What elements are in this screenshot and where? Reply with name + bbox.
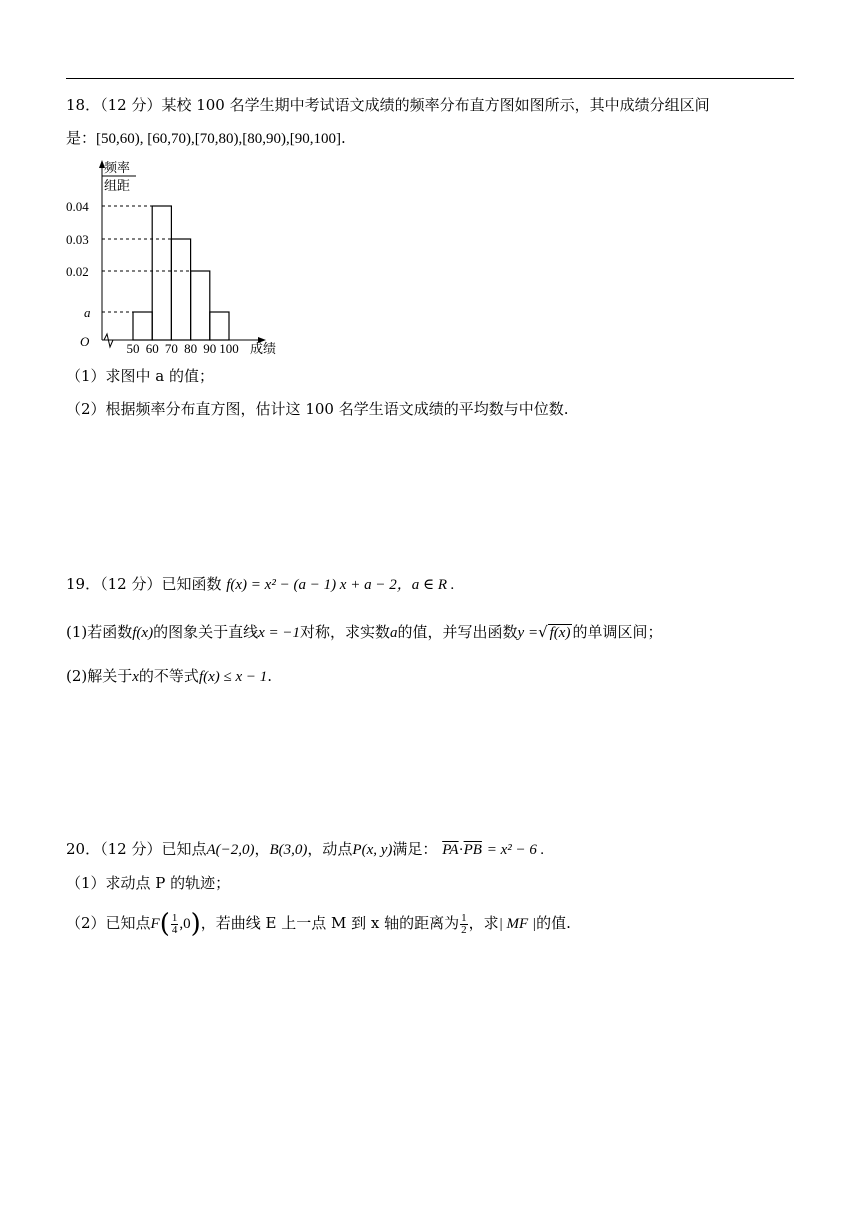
q20-part1: （1）求动点 P 的轨迹；	[66, 874, 231, 892]
q20-point-B: B(3,0)	[269, 842, 308, 858]
q20-p2-F: F	[150, 916, 160, 932]
q19-head: 19．（12 分）已知函数	[66, 575, 222, 593]
chart-origin-label: O	[80, 334, 90, 349]
histogram-plot	[66, 160, 266, 356]
q19-p2-c: 的不等式	[138, 667, 199, 685]
q20-quarter-fraction	[171, 913, 179, 936]
q19-p1-c: 的图象关于直线	[153, 623, 259, 641]
y-tick-label: a	[84, 305, 91, 320]
q18-stem-line1: 18．（12 分）某校 100 名学生期中考试语文成绩的频率分布直方图如图所示，其中成绩分组区间	[66, 96, 710, 114]
q19-stem	[66, 574, 454, 595]
q20-left-paren: (	[159, 909, 170, 939]
header-rule	[66, 78, 794, 79]
y-tick-label: 0.04	[66, 199, 89, 214]
chart-ylabel-den: 组距	[104, 178, 131, 193]
q18-intervals: [50,60), [60,70),[70,80),[80,90),[90,100]	[96, 131, 341, 147]
q19-p1-e: 对称，求实数	[300, 623, 391, 641]
q19-p1-j: 的单调区间；	[572, 623, 663, 641]
q20-point-A: A(−2,0)	[206, 842, 255, 858]
q19-p2-inequality: f(x) ≤ x − 1	[198, 669, 268, 685]
x-tick-label: 90	[203, 341, 217, 356]
q19-part2	[66, 666, 272, 687]
q20-half-num: 1	[461, 911, 467, 924]
q20-cond: 满足：	[392, 840, 438, 858]
histogram-bar	[210, 312, 229, 340]
q20-head: 20．（12 分）已知点	[66, 840, 207, 858]
q20-quarter-num: 1	[171, 911, 178, 924]
q19-p1-fx: f(x)	[132, 625, 154, 641]
x-tick-label: 60	[145, 341, 159, 356]
x-tick-label: 70	[164, 341, 178, 356]
q20-stem	[66, 839, 544, 860]
y-tick-label: 0.03	[66, 232, 89, 247]
x-tick-label: 80	[184, 341, 198, 356]
histogram-bar	[191, 271, 210, 340]
q20-p2-b: ，若曲线 E 上一点 M 到 x 轴的距离为	[200, 914, 460, 932]
frequency-histogram	[66, 155, 296, 360]
q20-p2-zero: ,0	[179, 916, 191, 932]
q19-p1-y: y =	[517, 625, 539, 641]
q19-p2-e: .	[267, 667, 273, 685]
q19-p1-a: (1)若函数	[66, 623, 133, 641]
q20-mid: ，动点	[307, 840, 353, 858]
histogram-bar	[171, 239, 190, 340]
q20-p2-MF: | MF |	[498, 916, 537, 932]
x-tick-label: 50	[126, 341, 140, 356]
q20-half-fraction	[460, 913, 468, 936]
q20-vector-PB: $\overline{PB}$	[463, 842, 482, 858]
q19-p1-a-var: a	[390, 625, 398, 641]
q19-p1-g: 的值，并写出函数	[397, 623, 518, 641]
q18-stem-line2	[66, 128, 346, 149]
q18-stem-suffix: .	[340, 129, 346, 147]
q20-rhs: = x² − 6 .	[486, 842, 545, 858]
q20-right-paren: )	[190, 909, 201, 939]
chart-xlabel: 成绩	[250, 341, 277, 356]
q20-p2-c: ，求	[468, 914, 499, 932]
y-tick-label: 0.02	[66, 264, 89, 279]
chart-ylabel-num: 频率	[104, 160, 131, 175]
q19-p1-sqrt-fx: f(x)	[549, 625, 571, 641]
q18-stem-prefix: 是：	[66, 129, 97, 147]
q20-p2-a: （2）已知点	[66, 914, 151, 932]
histogram-bar	[133, 312, 152, 340]
q20-vector-PA: $\overline{PA}$	[442, 842, 459, 858]
q19-p2-a: (2)解关于	[66, 667, 133, 685]
q20-dot: ·	[458, 842, 464, 858]
q20-half-den: 2	[461, 923, 467, 936]
q20-p2-d: 的值.	[536, 914, 571, 932]
q18-part1: （1）求图中 a 的值；	[66, 367, 215, 385]
q19-p1-line: x = −1	[258, 625, 300, 641]
histogram-bar	[152, 206, 171, 340]
q20-quarter-den: 4	[171, 923, 178, 936]
q20-part2	[66, 908, 571, 939]
q20-sep: ，	[254, 840, 270, 858]
q19-p2-x: x	[132, 669, 139, 685]
q18-part2: （2）根据频率分布直方图，估计这 100 名学生语文成绩的平均数与中位数.	[66, 400, 569, 418]
q19-function-def: f(x) = x² − (a − 1) x + a − 2，a ∈ R .	[226, 577, 455, 593]
q19-part1: (1)若函数f(x)的图象关于直线x = −1对称，求实数a的值，并写出函数y =√ f(x) 的单调区间；	[66, 623, 663, 641]
q20-point-P: P(x, y)	[352, 842, 393, 858]
x-tick-label: 100	[219, 341, 239, 356]
